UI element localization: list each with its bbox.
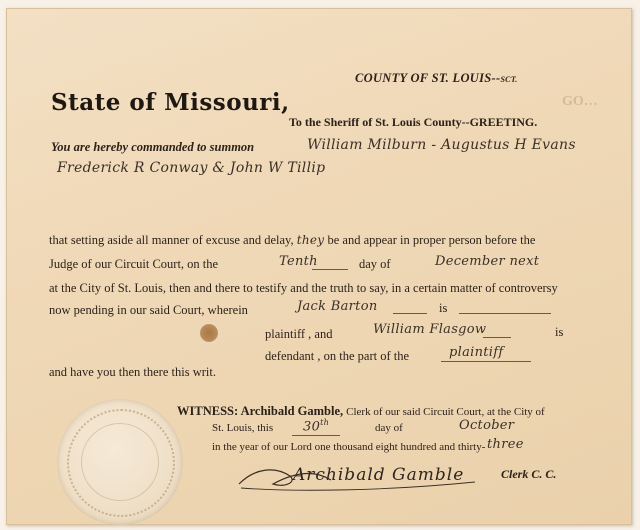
- ink-blot: [200, 324, 218, 342]
- fill-line: [393, 313, 427, 314]
- witness-text-3: in the year of our Lord one thousand eight hundred and thirty-: [212, 441, 486, 453]
- handwritten-day: Tenth: [279, 254, 318, 269]
- fill-line: [292, 435, 340, 436]
- handwritten-they: they: [296, 233, 325, 247]
- state-title: State of Missouri,: [51, 89, 290, 116]
- handwritten-defendant-name: William Flasgow: [373, 322, 487, 337]
- fill-line: [459, 313, 551, 314]
- body-line-1: [49, 233, 535, 248]
- body-line-4: now pending in our said Court, wherein: [49, 303, 248, 317]
- closing-line: and have you then there this writ.: [49, 365, 216, 379]
- seal-inner-ring: [81, 423, 159, 501]
- summon-command: You are hereby commanded to summon: [51, 140, 255, 154]
- county-text: COUNTY OF ST. LOUIS--: [355, 71, 501, 85]
- paper-sheet: [6, 8, 632, 525]
- is-text-2: is: [555, 325, 564, 339]
- bleed-through-marks: GO…: [562, 94, 598, 109]
- handwritten-party: plaintiff: [449, 345, 504, 360]
- is-text-1: is: [439, 301, 448, 315]
- body-line-1a: that setting aside all manner of excuse and delay,: [49, 233, 294, 247]
- witness-line: [177, 404, 545, 419]
- date-day: 30: [303, 419, 321, 435]
- witness-text-2b: day of: [375, 422, 403, 434]
- body-line-3: at the City of St. Louis, then and there to testify and the truth to say, in a certain matter of controversy: [49, 281, 558, 295]
- clerk-title: Clerk C. C.: [501, 467, 557, 481]
- date-suffix: th: [320, 418, 330, 427]
- fill-line: [312, 269, 348, 270]
- sct-text: SCT.: [500, 75, 518, 84]
- handwritten-year: three: [487, 437, 524, 452]
- county-heading: [355, 71, 518, 86]
- summoned-names-line2: Frederick R Conway & John W Tillip: [57, 160, 326, 176]
- clerk-signature: [235, 458, 495, 494]
- summoned-names-line1: William Milburn - Augustus H Evans: [307, 137, 576, 153]
- defendant-label: defendant , on the part of the: [265, 349, 410, 363]
- handwritten-month-october: October: [459, 418, 515, 433]
- witness-text-1: Clerk of our said Circuit Court, at the City of: [346, 406, 545, 418]
- sheriff-greeting: To the Sheriff of St. Louis County--GREETING.: [289, 115, 538, 129]
- fill-line: [483, 337, 511, 338]
- handwritten-plaintiff-name: Jack Barton: [297, 299, 378, 314]
- witness-text-2a: St. Louis, this: [212, 422, 274, 434]
- day-of-text: day of: [359, 257, 391, 271]
- body-line-1b: be and appear in proper person before the: [327, 233, 536, 247]
- witness-label: WITNESS: Archibald Gamble,: [177, 404, 344, 418]
- handwritten-month: December next: [435, 254, 540, 269]
- handwritten-date: [303, 418, 329, 434]
- signature-text: Archibald Gamble: [293, 465, 465, 485]
- fill-line: [441, 361, 531, 362]
- embossed-seal: [57, 399, 183, 525]
- plaintiff-label: plaintiff , and: [265, 327, 333, 341]
- body-line-2: Judge of our Circuit Court, on the: [49, 257, 219, 271]
